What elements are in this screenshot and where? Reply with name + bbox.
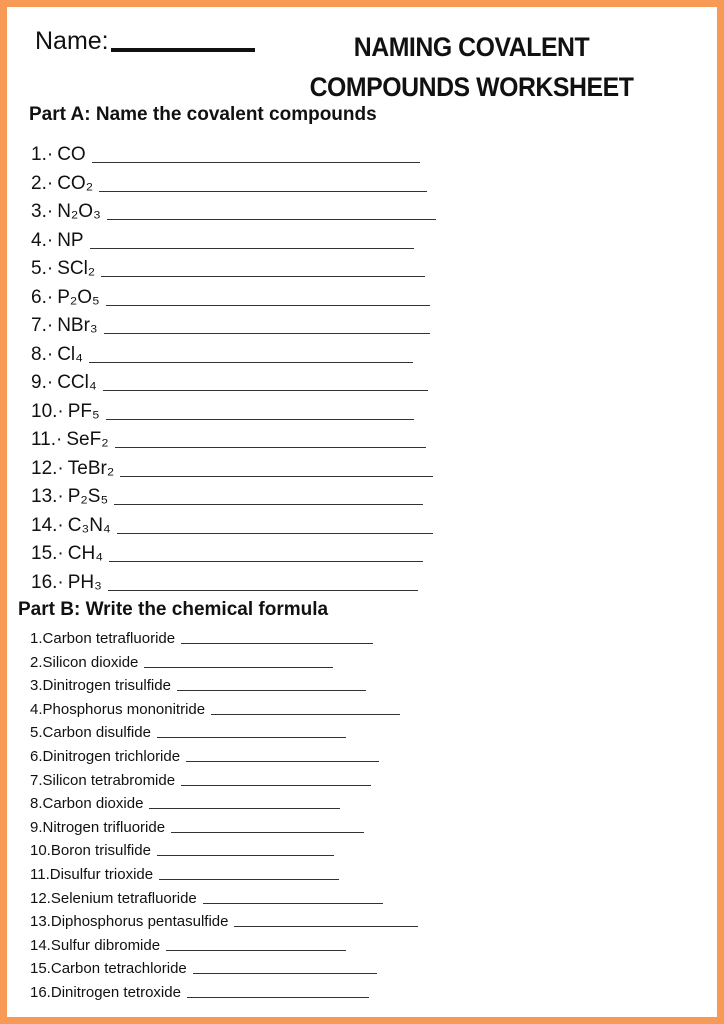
part-a-item	[31, 566, 418, 594]
item-number: 1.	[30, 630, 43, 647]
formula: SCl₂	[57, 258, 96, 279]
answer-blank[interactable]	[171, 831, 364, 833]
item-number: 9.	[30, 818, 43, 836]
item-number: 12.·	[31, 457, 64, 479]
title-line-1: NAMING COVALENT	[353, 32, 590, 62]
answer-blank[interactable]	[106, 304, 430, 306]
name-label: Name:	[35, 27, 109, 55]
formula: NP	[57, 229, 84, 251]
part-b-heading: Part B: Write the chemical formula	[18, 599, 329, 620]
formula: P₂S₅	[67, 486, 109, 507]
item-number: 7.·	[31, 315, 54, 336]
part-a-item	[31, 395, 414, 423]
part-b-item	[30, 814, 364, 836]
answer-blank[interactable]	[108, 589, 418, 591]
answer-blank[interactable]	[166, 949, 346, 951]
item-number: 11.	[30, 866, 50, 883]
item-number: 9.·	[31, 372, 54, 393]
part-a-item	[31, 224, 414, 252]
item-number: 6.	[30, 748, 43, 765]
formula: PF₅	[67, 400, 100, 422]
formula: PH₃	[67, 571, 102, 593]
item-number: 2.·	[31, 172, 54, 194]
part-b-item	[30, 625, 373, 647]
compound-name: Boron trisulfide	[50, 842, 151, 860]
part-a-item	[31, 338, 413, 366]
formula: CO₂	[57, 172, 94, 194]
answer-blank[interactable]	[120, 475, 433, 477]
item-number: 6.·	[31, 286, 54, 308]
item-number: 13.	[30, 913, 51, 931]
compound-name: Nitrogen trifluoride	[42, 818, 166, 836]
part-a-heading: Part A: Name the covalent compounds	[29, 104, 377, 125]
compound-name: Silicon dioxide	[42, 653, 139, 671]
part-b-item	[30, 743, 379, 765]
item-number: 14.	[30, 936, 51, 954]
item-number: 10.	[30, 842, 51, 860]
formula: P₂O₅	[57, 286, 100, 308]
compound-name: Carbon dioxide	[42, 795, 144, 813]
item-number: 8.·	[31, 343, 54, 365]
formula: CCl₄	[57, 372, 97, 393]
formula: TeBr₂	[67, 457, 115, 479]
part-b-item	[30, 932, 346, 954]
part-b-item	[30, 837, 334, 859]
answer-blank[interactable]	[103, 389, 428, 391]
item-number: 16.·	[31, 571, 64, 593]
answer-blank[interactable]	[186, 760, 379, 762]
worksheet-page	[7, 7, 717, 1017]
formula: SeF₂	[66, 429, 109, 450]
item-number: 12.	[30, 889, 51, 907]
compound-name: Carbon tetrachloride	[50, 960, 187, 978]
item-number: 13.·	[31, 486, 64, 507]
part-b-item	[30, 767, 371, 789]
compound-name: Carbon tetrafluoride	[42, 630, 176, 647]
item-number: 2.	[30, 653, 43, 671]
answer-blank[interactable]	[234, 925, 418, 927]
answer-blank[interactable]	[104, 332, 430, 334]
formula: NBr₃	[57, 315, 98, 336]
item-number: 15.·	[31, 543, 64, 564]
answer-blank[interactable]	[181, 642, 373, 644]
formula: CH₄	[67, 543, 103, 564]
answer-blank[interactable]	[157, 854, 334, 856]
part-b-item	[30, 672, 366, 694]
answer-blank[interactable]	[177, 689, 366, 691]
part-a-item	[31, 195, 436, 223]
worksheet-title	[299, 27, 644, 107]
compound-name: Dinitrogen trisulfide	[42, 677, 171, 695]
part-b-item	[30, 908, 418, 930]
part-a-item	[31, 537, 423, 565]
compound-name: Dinitrogen tetroxide	[50, 984, 181, 1001]
part-b-item	[30, 719, 346, 741]
answer-blank[interactable]	[89, 361, 413, 363]
item-number: 5.	[30, 724, 43, 742]
item-number: 15.	[30, 960, 51, 978]
answer-blank[interactable]	[99, 190, 427, 192]
item-number: 3.	[30, 677, 43, 695]
answer-blank[interactable]	[114, 503, 423, 505]
answer-blank[interactable]	[109, 560, 423, 562]
item-number: 1.·	[31, 144, 54, 165]
part-a-item	[31, 281, 430, 309]
part-a-item	[31, 452, 433, 480]
item-number: 3.·	[31, 201, 54, 222]
answer-blank[interactable]	[149, 807, 340, 809]
compound-name: Disulfur trioxide	[49, 866, 154, 883]
part-a-item	[31, 366, 428, 394]
part-b-item	[30, 696, 400, 718]
part-a-item	[31, 252, 425, 280]
part-a-item	[31, 138, 420, 166]
answer-blank[interactable]	[117, 532, 433, 534]
item-number: 5.·	[31, 258, 54, 279]
answer-blank[interactable]	[181, 784, 371, 786]
name-field	[35, 27, 255, 56]
answer-blank[interactable]	[90, 247, 414, 249]
title-line-2: COMPOUNDS WORKSHEET	[309, 72, 634, 102]
answer-blank[interactable]	[92, 161, 420, 163]
part-b-item	[30, 885, 383, 907]
part-b-item	[30, 955, 377, 977]
compound-name: Diphosphorus pentasulfide	[50, 913, 229, 931]
answer-blank[interactable]	[106, 418, 414, 420]
compound-name: Carbon disulfide	[42, 724, 151, 742]
item-number: 4.·	[31, 229, 54, 251]
item-number: 8.	[30, 795, 43, 813]
answer-blank[interactable]	[157, 736, 346, 738]
compound-name: Dinitrogen trichloride	[42, 748, 181, 765]
answer-blank[interactable]	[187, 996, 369, 998]
item-number: 16.	[30, 984, 51, 1001]
answer-blank[interactable]	[159, 878, 339, 880]
part-b-item	[30, 649, 333, 671]
answer-blank[interactable]	[107, 218, 436, 220]
answer-blank[interactable]	[193, 972, 377, 974]
compound-name: Sulfur dibromide	[50, 936, 161, 954]
item-number: 10.·	[31, 400, 64, 422]
formula: C₃N₄	[67, 514, 111, 536]
compound-name: Selenium tetrafluoride	[50, 889, 197, 907]
answer-blank[interactable]	[115, 446, 426, 448]
name-blank[interactable]	[111, 48, 255, 52]
formula: N₂O₃	[57, 201, 101, 222]
answer-blank[interactable]	[144, 666, 333, 668]
answer-blank[interactable]	[211, 713, 400, 715]
part-b-item	[30, 979, 369, 1001]
part-a-item	[31, 480, 423, 508]
formula: CO	[57, 144, 86, 165]
item-number: 4.	[30, 700, 43, 718]
part-a-item	[31, 509, 433, 537]
answer-blank[interactable]	[101, 275, 425, 277]
part-a-item	[31, 167, 427, 195]
compound-name: Phosphorus mononitride	[42, 700, 206, 718]
item-number: 14.·	[31, 514, 64, 536]
part-a-item	[31, 309, 430, 337]
compound-name: Silicon tetrabromide	[42, 771, 176, 789]
item-number: 11.·	[31, 429, 63, 450]
formula: Cl₄	[57, 343, 83, 365]
answer-blank[interactable]	[203, 902, 383, 904]
part-a-item	[31, 423, 426, 451]
item-number: 7.	[30, 771, 43, 789]
part-b-item	[30, 790, 340, 812]
part-b-item	[30, 861, 339, 883]
